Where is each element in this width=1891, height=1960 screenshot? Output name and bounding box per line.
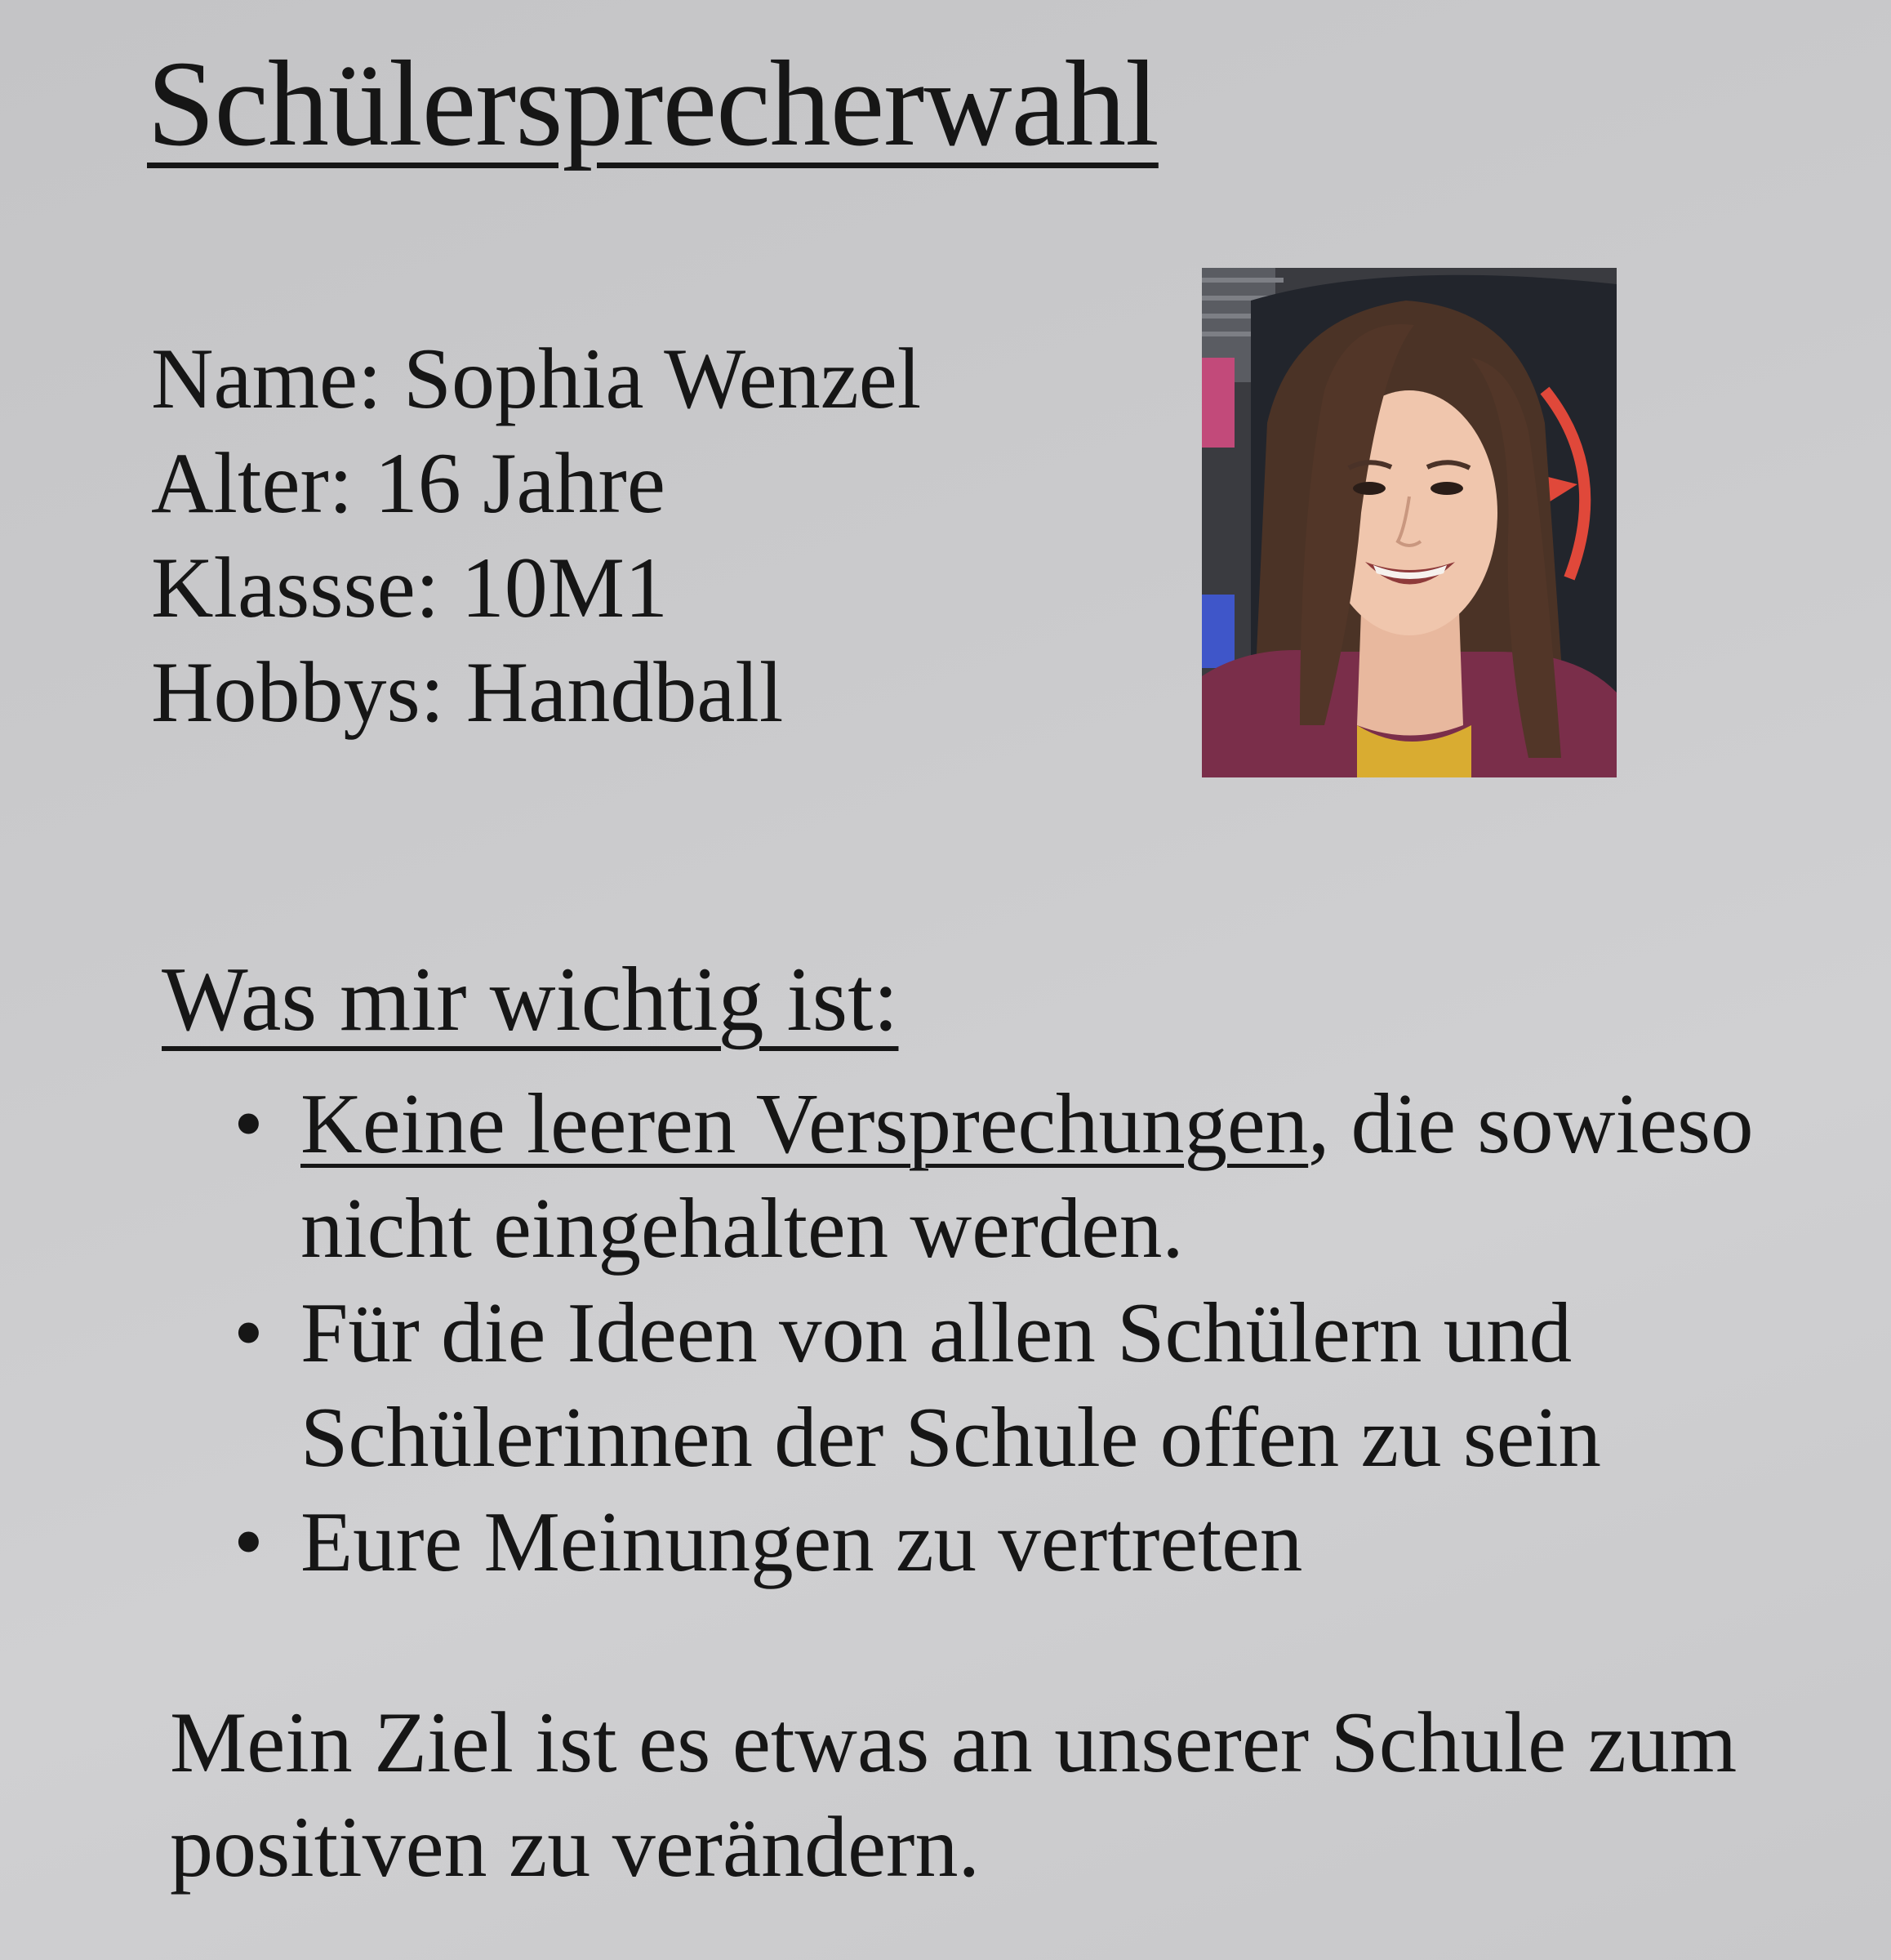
emphasized-text: Keine leeren Versprechungen bbox=[300, 1076, 1309, 1171]
list-item-text: , die sowieso nicht eingehalten werden. bbox=[300, 1076, 1754, 1276]
list-item bbox=[229, 1071, 1862, 1281]
age-line: Alter: 16 Jahre bbox=[151, 435, 665, 531]
page-title: Schülersprecherwahl bbox=[147, 36, 1159, 172]
list-item bbox=[229, 1490, 1862, 1594]
priorities-list bbox=[229, 1071, 1862, 1594]
goal-statement: Mein Ziel ist es etwas an unserer Schule zum positiven zu verändern. bbox=[170, 1695, 1737, 1895]
hobbies-line: Hobbys: Handball bbox=[151, 644, 784, 740]
name-line: Name: Sophia Wenzel bbox=[151, 331, 922, 426]
list-item bbox=[229, 1281, 1862, 1490]
class-line: Klassse: 10M1 bbox=[151, 540, 669, 635]
list-item-text: Für die Ideen von allen Schülern und Schülerinnen der Schule offen zu sein bbox=[300, 1285, 1601, 1485]
bullet-icon: • bbox=[234, 1494, 264, 1589]
candidate-photo bbox=[1202, 268, 1617, 777]
priorities-heading: Was mir wichtig ist: bbox=[162, 949, 899, 1050]
bullet-icon: • bbox=[234, 1285, 264, 1380]
candidate-info bbox=[151, 327, 921, 745]
bullet-icon: • bbox=[234, 1076, 264, 1171]
list-item-text: Eure Meinungen zu vertreten bbox=[300, 1494, 1303, 1589]
